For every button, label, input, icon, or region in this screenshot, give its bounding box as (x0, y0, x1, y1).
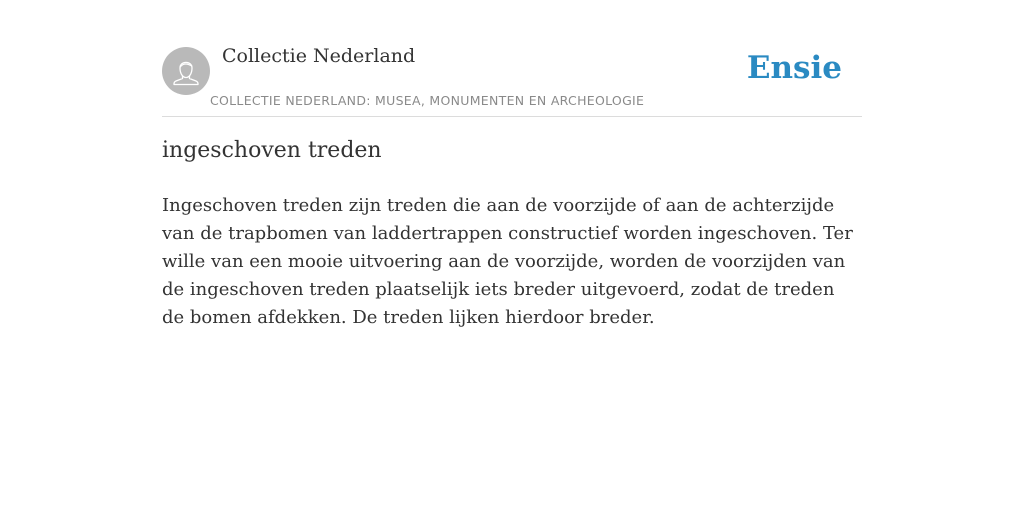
entry-title: ingeschoven treden (162, 138, 382, 163)
author-name[interactable]: Collectie Nederland (222, 45, 416, 67)
entry-body: Ingeschoven treden zijn treden die aan de voorzijde of aan de achterzijde van de trapbomen van laddertrappen constructief worden ingeschoven. Ter wille van een mooie uitvoering aan de voorzijde, worden de voorzijden van de ingeschoven treden plaatselijk iets breder uitgevoerd, zodat de treden de bomen afdekken. De treden lijken hierdoor breder. (162, 195, 853, 328)
brand-logo[interactable]: Ensie (746, 50, 842, 86)
user-silhouette-icon (162, 47, 210, 95)
author-subtitle[interactable]: COLLECTIE NEDERLAND: MUSEA, MONUMENTEN EN ARCHEOLOGIE (210, 93, 645, 108)
avatar[interactable] (162, 47, 210, 95)
entry-header (162, 0, 862, 117)
